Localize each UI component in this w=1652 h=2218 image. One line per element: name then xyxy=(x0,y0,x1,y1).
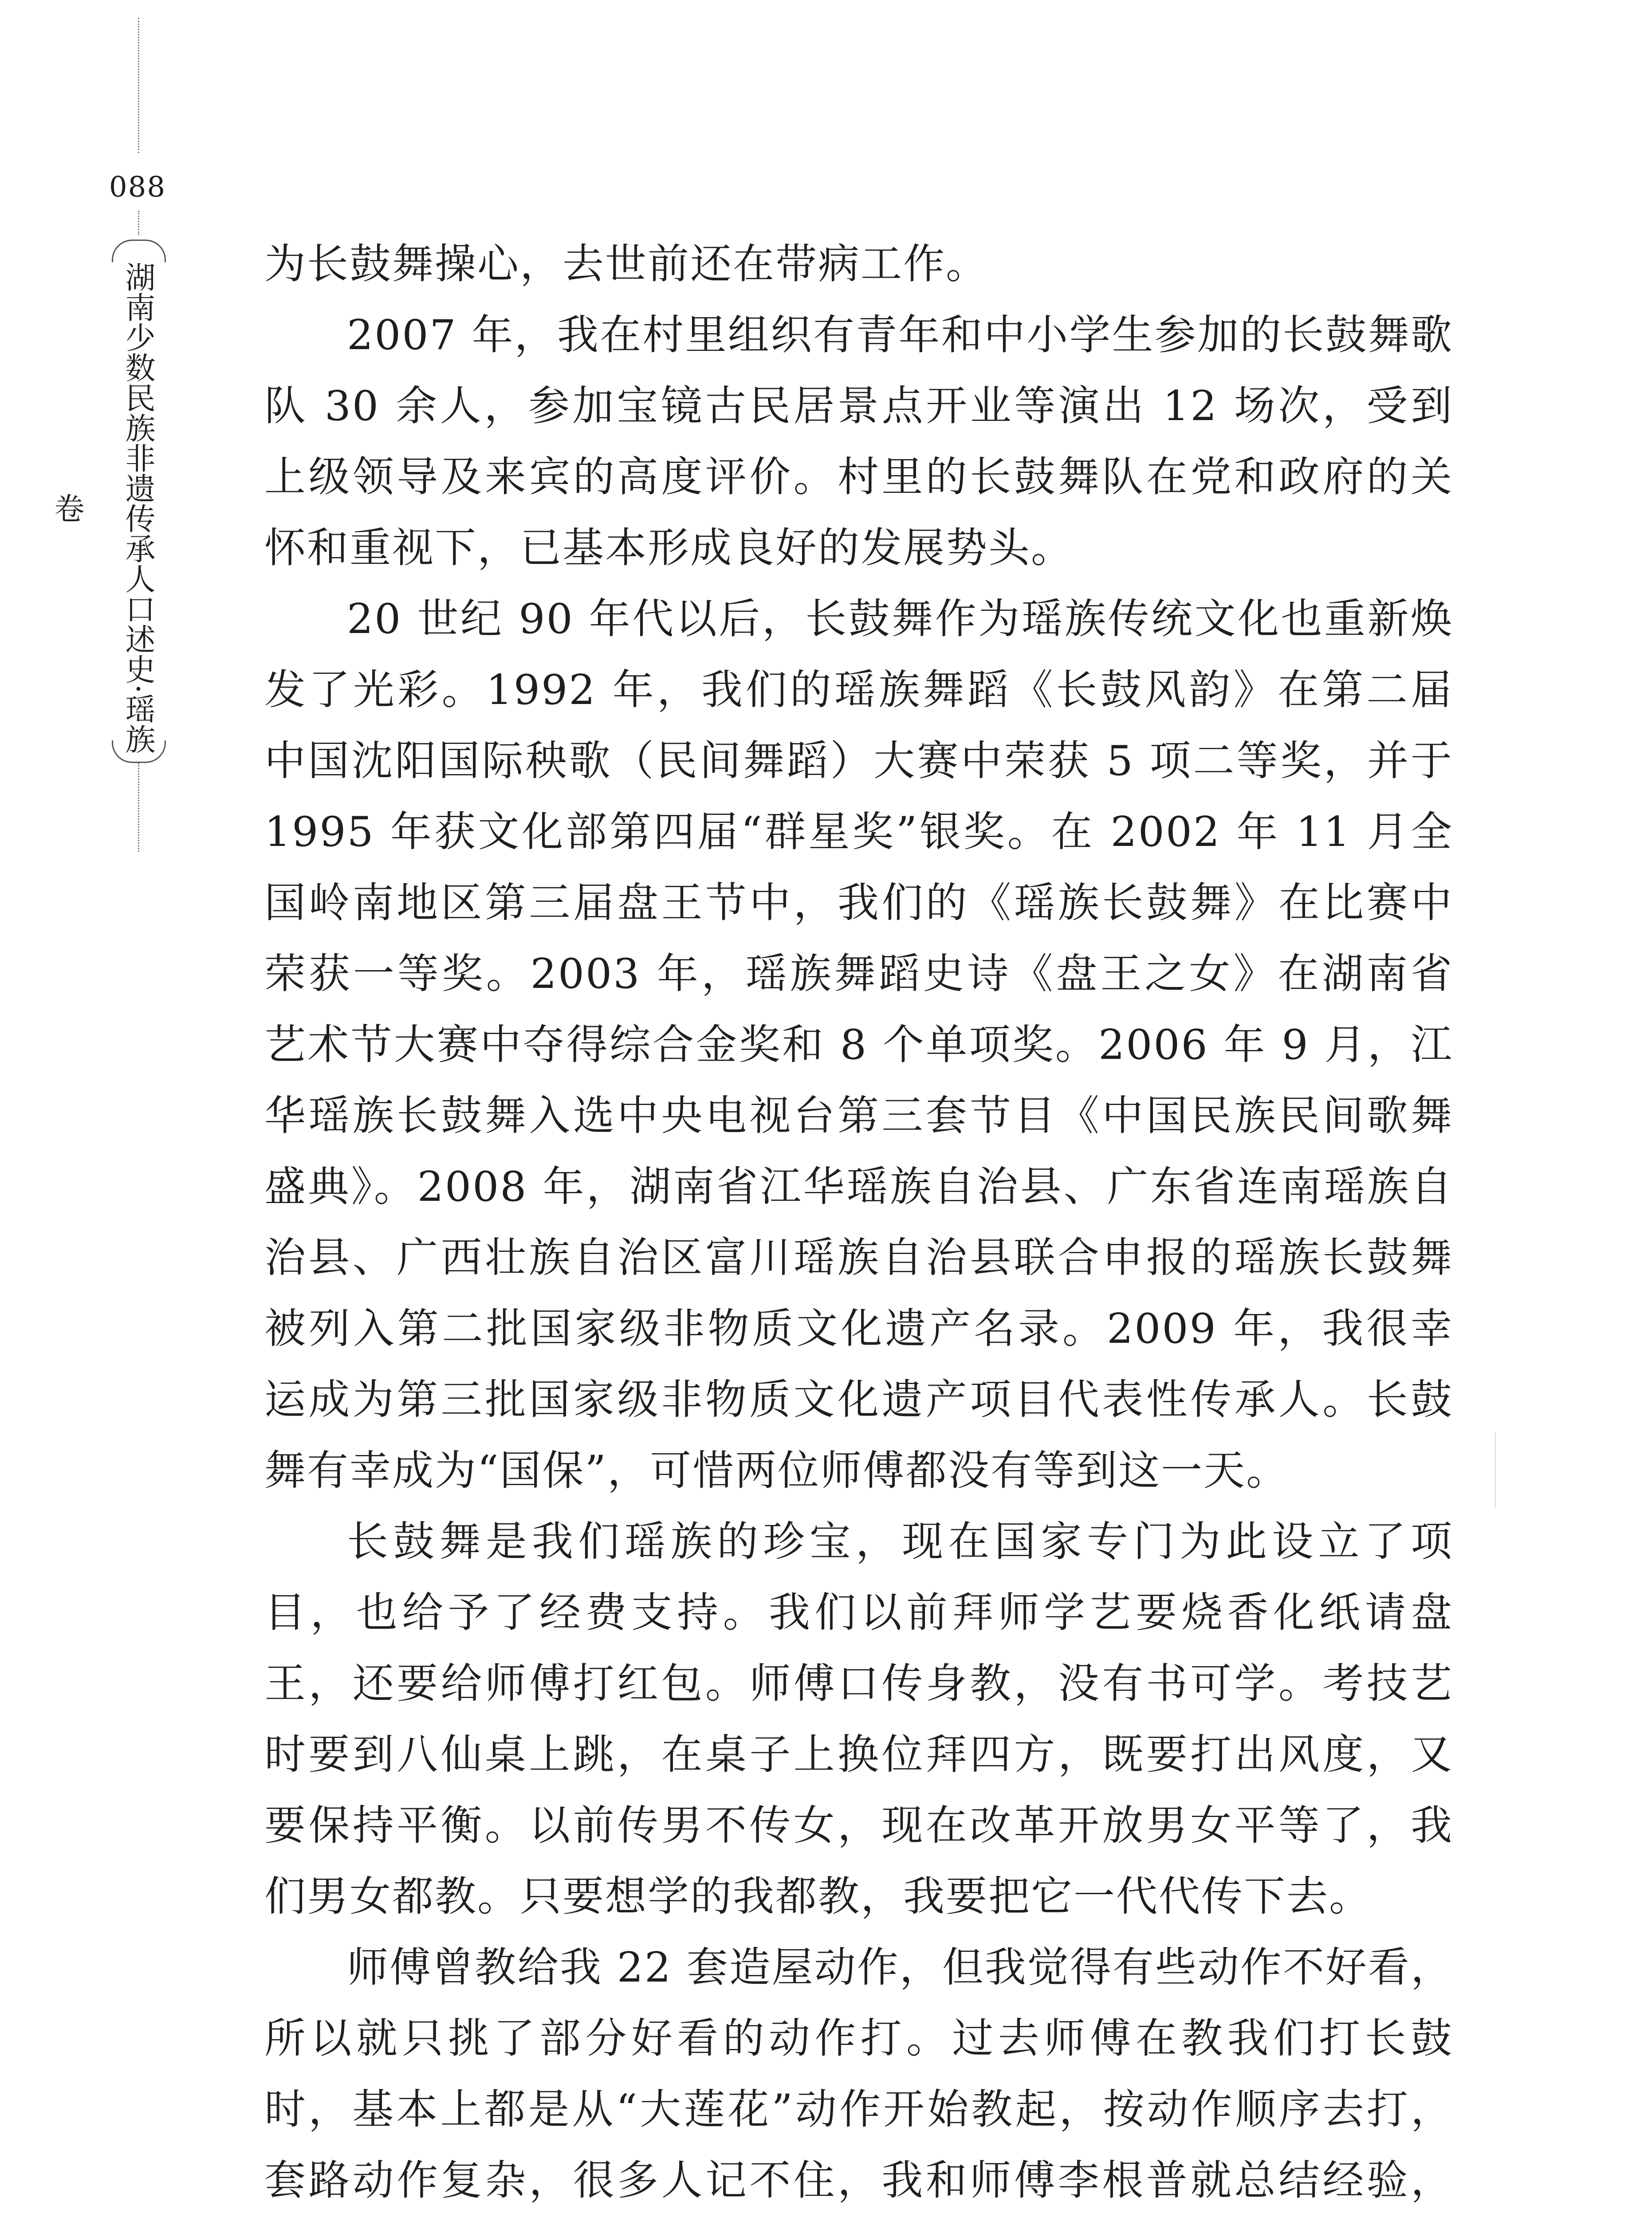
margin-rule-bottom xyxy=(138,763,139,852)
paragraph-continuation: 为长鼓舞操心，去世前还在带病工作。 xyxy=(264,240,988,288)
paragraph: 2007 年，我在村里组织有青年和中小学生参加的长鼓舞歌队 30 余人，参加宝镜古民居景点开业等演出 12 场次，受到上级领导及来宾的高度评价。村里的长鼓舞队在党和政府的关怀和重视下，已基本形成良好的发展势头。 xyxy=(264,311,1453,572)
paragraph: 长鼓舞是我们瑶族的珍宝，现在国家专门为此设立了项目，也给予了经费支持。我们以前拜师学艺要烧香化纸请盘王，还要给师傅打红包。师傅口传身教，没有书可学。考技艺时要到八仙桌上跳，在桌子上换位拜四方，既要打出风度，又要保持平衡。以前传男不传女，现在改革开放男女平等了，我们男女都教。只要想学的我都教，我要把它一代代传下去。 xyxy=(264,1518,1453,1920)
body-text xyxy=(264,228,1453,2218)
running-title: 湖南少数民族非遗传承人口述史·瑶族卷 xyxy=(49,262,155,754)
page-number: 088 xyxy=(109,171,166,204)
scan-edge-mark xyxy=(1495,1433,1496,1508)
margin-rule-middle xyxy=(138,211,139,235)
paragraph: 20 世纪 90 年代以后，长鼓舞作为瑶族传统文化也重新焕发了光彩。1992 年，我们的瑶族舞蹈《长鼓风韵》在第二届中国沈阳国际秧歌（民间舞蹈）大赛中荣获 5 项二等奖，并于 1995 年获文化部第四届“群星奖”银奖。在 2002 年 11 月全国岭南地区第三届盘王节中，我们的《瑶族长鼓舞》在比赛中荣获一等奖。2003 年，瑶族舞蹈史诗《盘王之女》在湖南省艺术节大赛中夺得综合金奖和 8 个单项奖。2006 年 9 月，江华瑶族长鼓舞入选中央电视台第三套节目《中国民族民间歌舞盛典》。2008 年，湖南省江华瑶族自治县、广东省连南瑶族自治县、广西壮族自治区富川瑶族自治县联合申报的瑶族长鼓舞被列入第二批国家级非物质文化遗产名录。2009 年，我很幸运成为第三批国家级非物质文化遗产项目代表性传承人。长鼓舞有幸成为“国保”，可惜两位师傅都没有等到这一天。 xyxy=(264,595,1453,1494)
paragraph: 师傅曾教给我 22 套造屋动作，但我觉得有些动作不好看，所以就只挑了部分好看的动作打。过去师傅在教我们打长鼓时，基本上都是从“大莲花”动作开始教起，按动作顺序去打，套路动作复杂，很多人记不住，我和师傅李根普就总结经验， xyxy=(264,1943,1453,2204)
running-title-box xyxy=(49,240,173,763)
margin-rule-top xyxy=(138,18,139,153)
